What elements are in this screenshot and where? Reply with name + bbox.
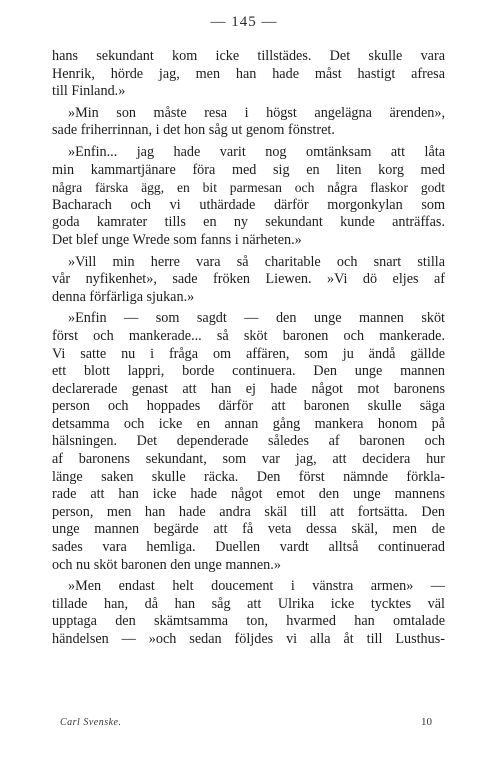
text-line: sade friherrinnan, i det hon såg ut genom fönstret. <box>52 122 335 139</box>
text-line: »Enfin — som sagdt — den unge mannen sköt <box>68 310 445 327</box>
text-line: »Vill min herre vara så charitable och snart stilla <box>68 253 445 270</box>
sheet-number: 10 <box>421 716 432 728</box>
text-line: sades vara hemliga. Duellen vardt alltså continuerad <box>52 539 445 556</box>
body-text <box>52 48 445 649</box>
text-line: händelsen — »och sedan följdes vi alla åt till Lusthus- <box>52 631 445 647</box>
text-line: Bacharach och vi uthärdade därför morgonkylan som <box>52 196 445 213</box>
text-line: Vi satte nu i fråga om affären, som ju ändå gällde <box>52 345 445 362</box>
text-line: rade att han icke hade något emot den unge mannens <box>52 486 445 503</box>
text-line: denna förfärliga sjukan.» <box>52 288 195 305</box>
text-line: unge mannen begärde att få veta dessa skäl, men de <box>52 521 445 538</box>
text-line: af baronens sekundant, som var jag, att decidera hur <box>52 451 445 468</box>
text-line: och nu sköt baronen den unge mannen.» <box>52 556 281 573</box>
text-line: detsamma och icke en annan gång mankera honom på <box>52 415 445 432</box>
text-line: länge saken skulle räcka. Den först nämnde förkla- <box>52 468 445 485</box>
printer-signature: Carl Svenske. <box>60 717 122 728</box>
page-number: — 145 — <box>210 14 278 30</box>
text-line: hans sekundant kom icke tillstädes. Det skulle vara <box>52 48 445 64</box>
text-line: först och mankerade... så sköt baronen och mankerade. <box>52 327 445 344</box>
text-line: upptaga den skämtsamma ton, hvarmed han omtalade <box>52 613 445 630</box>
text-line: till Finland.» <box>52 83 126 100</box>
text-line: min kammartjänare föra med sig en liten korg med <box>52 161 445 178</box>
text-line: »Men endast helt doucement i vänstra armen» — <box>68 578 445 595</box>
text-line: några färska ägg, en bit parmesan och några flaskor godt <box>52 180 445 196</box>
text-line: hälsningen. Det dependerade således af baronen och <box>52 433 445 450</box>
text-line: declarerade genast att han ej hade något mot baronens <box>52 380 445 397</box>
text-line: vår nyfikenhet», sade fröken Liewen. »Vi dö eljes af <box>52 271 445 288</box>
text-line: person, men han hade andra skäl till att fortsätta. Den <box>52 503 445 520</box>
text-line: ett blott lappri, borde continuera. Den unge mannen <box>52 363 445 380</box>
text-line: goda kamrater tills en ny sekundant kunde anträffas. <box>52 214 445 231</box>
text-line: person och hoppades därför att baronen skulle säga <box>52 398 445 415</box>
text-line: Henrik, hörde jag, men han hade måst hastigt afresa <box>52 65 445 82</box>
text-line: Det blef unge Wrede som fanns i närheten.» <box>52 231 302 248</box>
text-line: tillade han, då han såg att Ulrika icke tycktes väl <box>52 595 445 612</box>
text-line: »Min son måste resa i högst angelägna ärenden», <box>68 104 445 121</box>
text-line: »Enfin... jag hade varit nog omtänksam att låta <box>68 143 445 160</box>
